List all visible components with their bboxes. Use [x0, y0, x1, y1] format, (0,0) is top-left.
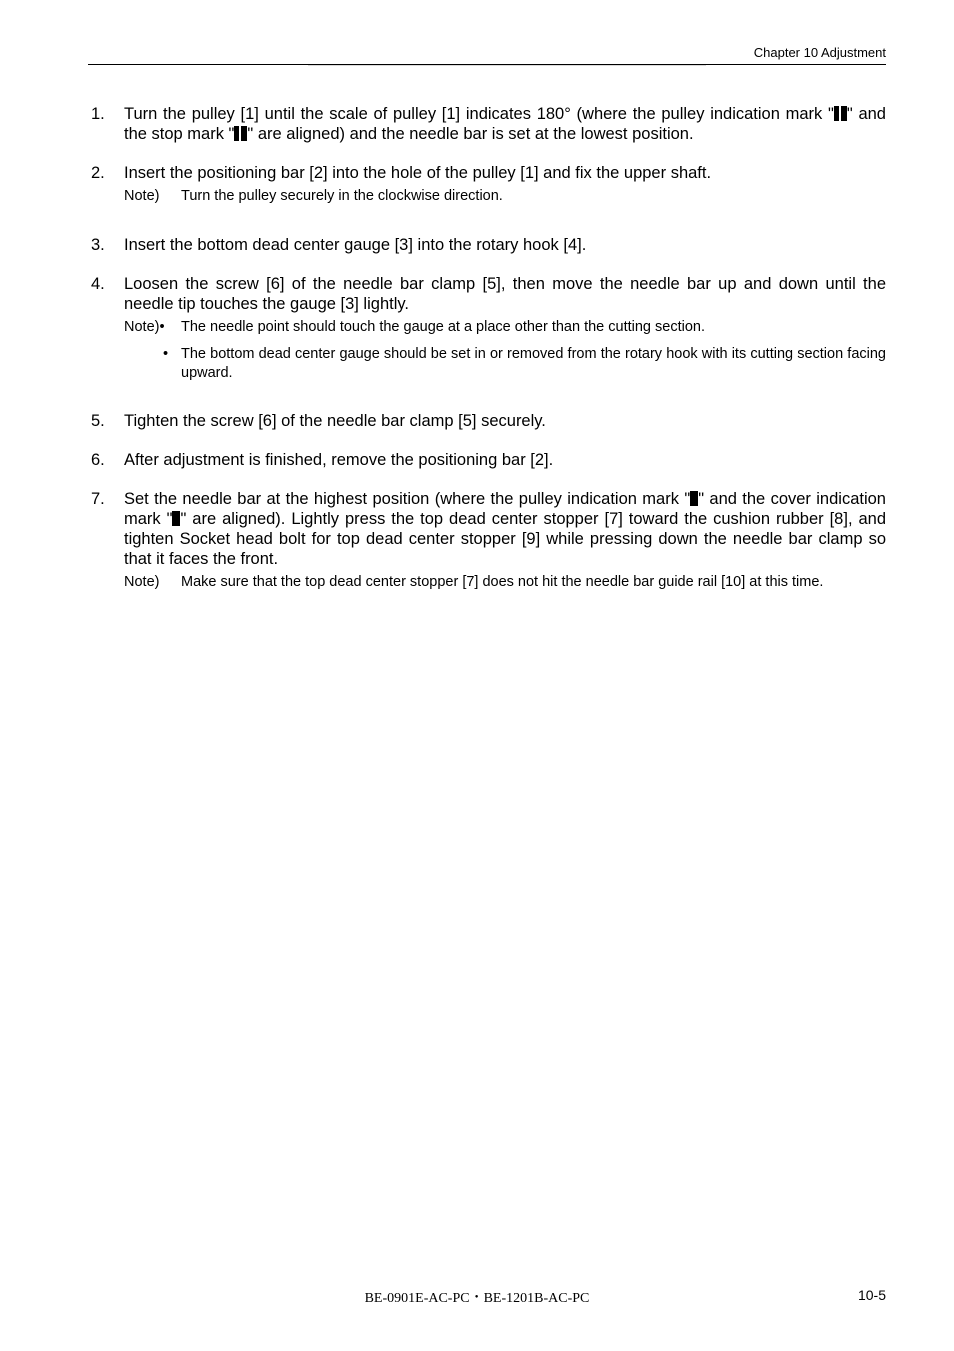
step-3	[88, 235, 886, 255]
step-number: 5.	[91, 412, 105, 430]
step-text: Turn the pulley [1] until the scale of pulley [1] indicates 180° (where the pulley indication mark "	[124, 105, 834, 123]
note-label: Note)•	[124, 318, 165, 335]
page-number: 10-5	[857, 1287, 886, 1303]
step-text: Set the needle bar at the highest position (where the pulley indication mark "	[124, 490, 691, 508]
adjustment-steps	[88, 104, 886, 611]
step-number: 2.	[91, 164, 105, 182]
step-number: 3.	[91, 235, 105, 254]
step-6	[88, 450, 886, 470]
step-text: Insert the bottom dead center gauge [3] into the rotary hook [4].	[124, 235, 587, 254]
stop-mark-icon	[234, 126, 247, 141]
step-number: 4.	[91, 274, 105, 293]
header-rule	[88, 64, 886, 65]
chapter-header: Chapter 10 Adjustment	[753, 45, 886, 60]
step-text: Loosen the screw [6] of the needle bar clamp [5], then move the needle bar up and down until the needle tip touches the gauge [3] lightly.	[124, 274, 886, 313]
note	[88, 187, 886, 206]
step-text: Insert the positioning bar [2] into the hole of the pulley [1] and fix the upper shaft.	[124, 164, 712, 182]
step-text: " and the stop mark "	[124, 105, 886, 143]
step-text: " are aligned) and the needle bar is set at the lowest position.	[247, 125, 694, 143]
note-text: Make sure that the top dead center stopper [7] does not hit the needle bar guide rail [10] at this time.	[181, 574, 824, 590]
pulley-indication-mark-icon	[690, 491, 698, 506]
note	[88, 318, 886, 337]
step-1	[88, 104, 886, 144]
note	[88, 573, 886, 592]
step-4	[88, 274, 886, 383]
note-text: The bottom dead center gauge should be set in or removed from the rotary hook with its cutting section facing upward.	[181, 346, 886, 381]
note-label: Note)	[124, 574, 160, 590]
bullet: •	[163, 346, 169, 362]
step-number: 7.	[91, 490, 105, 508]
note-text: The needle point should touch the gauge at a place other than the cutting section.	[181, 318, 705, 335]
pulley-indication-mark-icon	[834, 106, 847, 121]
step-text: " are aligned). Lightly press the top dead center stopper [7] toward the cushion rubber [8], and tighten Socket head bolt for top dead center stopper [9] while pressing down the needle bar clamp so that it faces the front.	[124, 510, 887, 568]
note-label: Note)	[124, 188, 160, 204]
step-7	[88, 489, 886, 592]
step-number: 1.	[91, 105, 105, 123]
step-text: Tighten the screw [6] of the needle bar clamp [5] securely.	[124, 412, 546, 430]
note-bullet	[88, 345, 886, 382]
step-5	[88, 411, 886, 431]
step-number: 6.	[91, 451, 105, 469]
footer-models: BE-0901E-AC-PC・BE-1201B-AC-PC	[364, 1291, 590, 1306]
note-text: Turn the pulley securely in the clockwise direction.	[181, 188, 503, 204]
step-text: " and the cover indication mark "	[124, 490, 886, 528]
step-2	[88, 163, 886, 206]
step-text: After adjustment is finished, remove the positioning bar [2].	[124, 451, 554, 469]
